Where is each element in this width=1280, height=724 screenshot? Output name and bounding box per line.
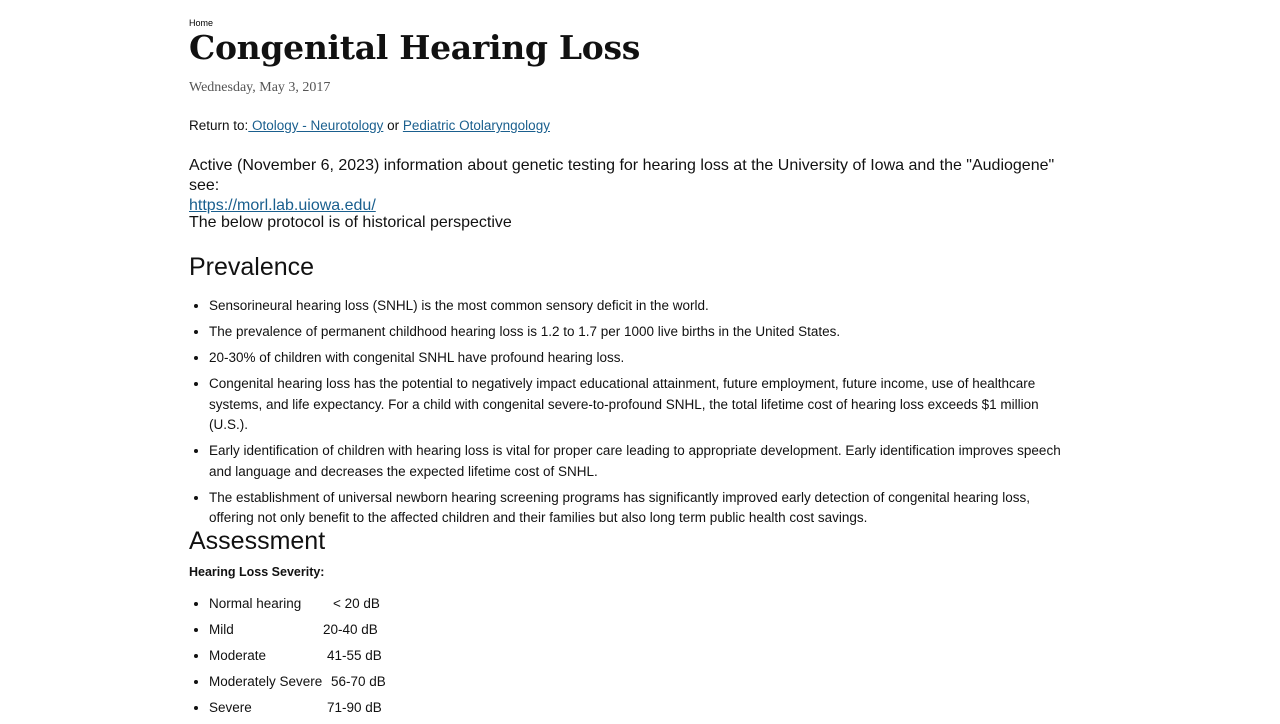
list-item: • The establishment of universal newborn hearing screening programs has significantly improved early detection of congenital hearing loss, offering not only benefit to the affected children and their families but also long term public health cost savings. xyxy=(209,488,1069,529)
publish-date: Wednesday, May 3, 2017 xyxy=(189,80,331,95)
severity-range: 56-70 dB xyxy=(331,674,386,689)
genetic-testing-notice xyxy=(189,156,1069,216)
otology-neurotology-link[interactable]: Otology - Neurotology xyxy=(248,118,384,133)
severity-range: 20-40 dB xyxy=(323,622,378,637)
assessment-heading: Assessment xyxy=(189,527,326,555)
list-item: • 20-30% of children with congenital SNHL have profound hearing loss. xyxy=(209,348,1069,369)
severity-range: < 20 dB xyxy=(333,596,380,611)
severity-name: Normal hearing xyxy=(209,596,302,611)
severity-name: Moderately Severe xyxy=(209,674,323,689)
list-item: • Sensorineural hearing loss (SNHL) is the most common sensory deficit in the world. xyxy=(209,296,1069,317)
list-item: • Congenital hearing loss has the potential to negatively impact educational attainment, future employment, future income, use of healthcare systems, and life expectancy. For a child with congenital severe-to-profound SNHL, the total lifetime cost of hearing loss exceeds $1 million (U.S.). xyxy=(209,374,1069,436)
severity-range: 41-55 dB xyxy=(327,648,382,663)
list-item: • Early identification of children with hearing loss is vital for proper care leading to appropriate development. Early identification improves speech and language and decreases the expected lifetime cost of SNHL. xyxy=(209,441,1069,482)
page-title: Congenital Hearing Loss xyxy=(189,28,641,67)
severity-name: Moderate xyxy=(209,648,267,663)
prevalence-list xyxy=(189,296,1069,534)
list-item: • The prevalence of permanent childhood hearing loss is 1.2 to 1.7 per 1000 live births in the United States. xyxy=(209,322,1069,343)
morl-lab-link[interactable]: https://morl.lab.uiowa.edu/ xyxy=(189,197,376,214)
severity-item-mild xyxy=(209,620,509,640)
historical-note: The below protocol is of historical perspective xyxy=(189,214,512,231)
notice-text: Active (November 6, 2023) information about genetic testing for hearing loss at the University of Iowa and the "Audiogene" see: xyxy=(189,157,1055,194)
return-separator: or xyxy=(383,118,403,133)
pediatric-otolaryngology-link[interactable]: Pediatric Otolaryngology xyxy=(402,118,550,133)
severity-name: Mild xyxy=(209,622,234,637)
return-to-links xyxy=(189,118,550,133)
return-prefix: Return to: xyxy=(189,118,249,133)
severity-item-normal xyxy=(209,594,509,614)
severity-name: Severe xyxy=(209,700,252,715)
severity-label: Hearing Loss Severity: xyxy=(189,565,325,579)
severity-item-moderate xyxy=(209,646,509,666)
prevalence-heading: Prevalence xyxy=(189,253,315,281)
severity-range: 71-90 dB xyxy=(327,700,382,715)
breadcrumb xyxy=(189,18,213,28)
severity-list xyxy=(189,594,509,724)
severity-item-moderately-severe xyxy=(209,672,509,692)
severity-item-severe xyxy=(209,698,509,718)
breadcrumb-home-link[interactable]: Home xyxy=(189,18,214,28)
